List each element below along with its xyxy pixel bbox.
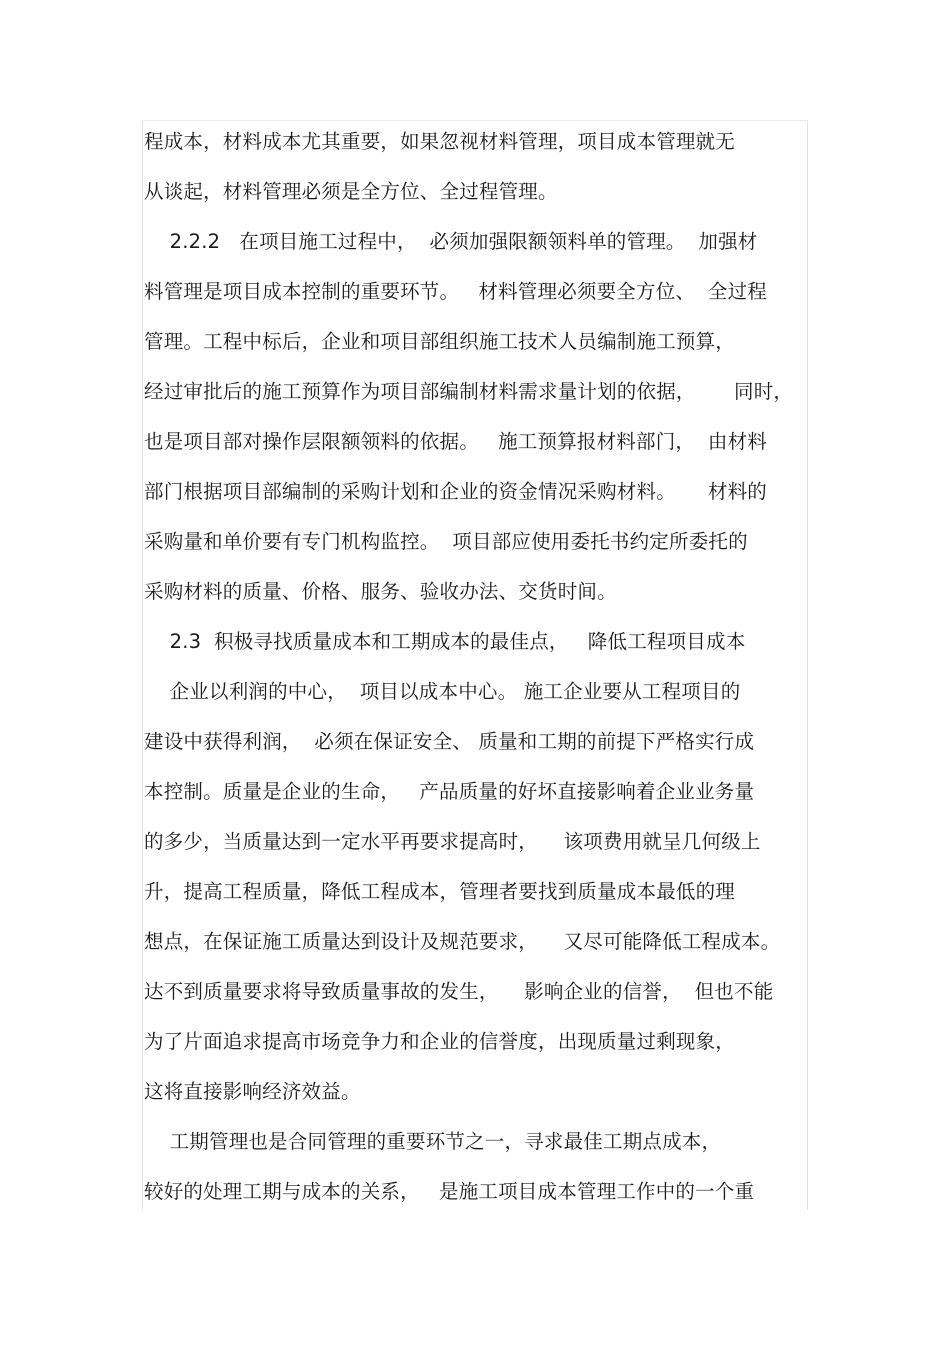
text-line: 部门根据项目部编制的采购计划和企业的资金情况采购材料。 材料的 xyxy=(144,480,767,503)
text-line: 从谈起，材料管理必须是全方位、全过程管理。 xyxy=(144,180,558,203)
text-line: 为了片面追求提高市场竞争力和企业的信誉度，出现质量过剩现象， xyxy=(144,1030,736,1053)
text-line: 经过审批后的施工预算作为项目部编制材料需求量计划的依据， 同时， xyxy=(144,380,794,403)
text-line: 程成本，材料成本尤其重要，如果忽视材料管理，项目成本管理就无 xyxy=(144,130,736,153)
text-line: 也是项目部对操作层限额领料的依据。 施工预算报材料部门， 由材料 xyxy=(144,430,767,453)
section-2-3-heading: 2.3 积极寻找质量成本和工期成本的最佳点， 降低工程项目成本 xyxy=(144,630,746,653)
text-line: 这将直接影响经济效益。 xyxy=(144,1080,361,1103)
text-line: 的多少，当质量达到一定水平再要求提高时， 该项费用就呈几何级上 xyxy=(144,830,761,853)
text-line: 企业以利润的中心， 项目以成本中心。 施工企业要从工程项目的 xyxy=(144,680,741,703)
text-line: 采购量和单价要有专门机构监控。 项目部应使用委托书约定所委托的 xyxy=(144,530,748,553)
text-line: 达不到质量要求将导致质量事故的发生， 影响企业的信誉， 但也不能 xyxy=(144,980,774,1003)
text-line: 工期管理也是合同管理的重要环节之一，寻求最佳工期点成本， xyxy=(144,1130,722,1153)
section-2-2-2-paragraph: 2.2.2 在项目施工过程中， 必须加强限额领料单的管理。 加强材 xyxy=(144,230,758,253)
text-line: 想点，在保证施工质量达到设计及规范要求， 又尽可能降低工程成本。 xyxy=(144,930,781,953)
text-line: 升，提高工程质量，降低工程成本，管理者要找到质量成本最低的理 xyxy=(144,880,736,903)
text-line: 料管理是项目成本控制的重要环节。 材料管理必须要全方位、 全过程 xyxy=(144,280,767,303)
text-line: 采购材料的质量、价格、服务、验收办法、交货时间。 xyxy=(144,580,617,603)
text-line: 管理。工程中标后，企业和项目部组织施工技术人员编制施工预算， xyxy=(144,330,736,353)
text-line: 建设中获得利润， 必须在保证安全、 质量和工期的前提下严格实行成 xyxy=(144,730,755,753)
document-body xyxy=(144,117,824,1217)
text-line: 本控制。质量是企业的生命， 产品质量的好坏直接影响着企业业务量 xyxy=(144,780,755,803)
text-line: 较好的处理工期与成本的关系， 是施工项目成本管理工作中的一个重 xyxy=(144,1180,755,1203)
